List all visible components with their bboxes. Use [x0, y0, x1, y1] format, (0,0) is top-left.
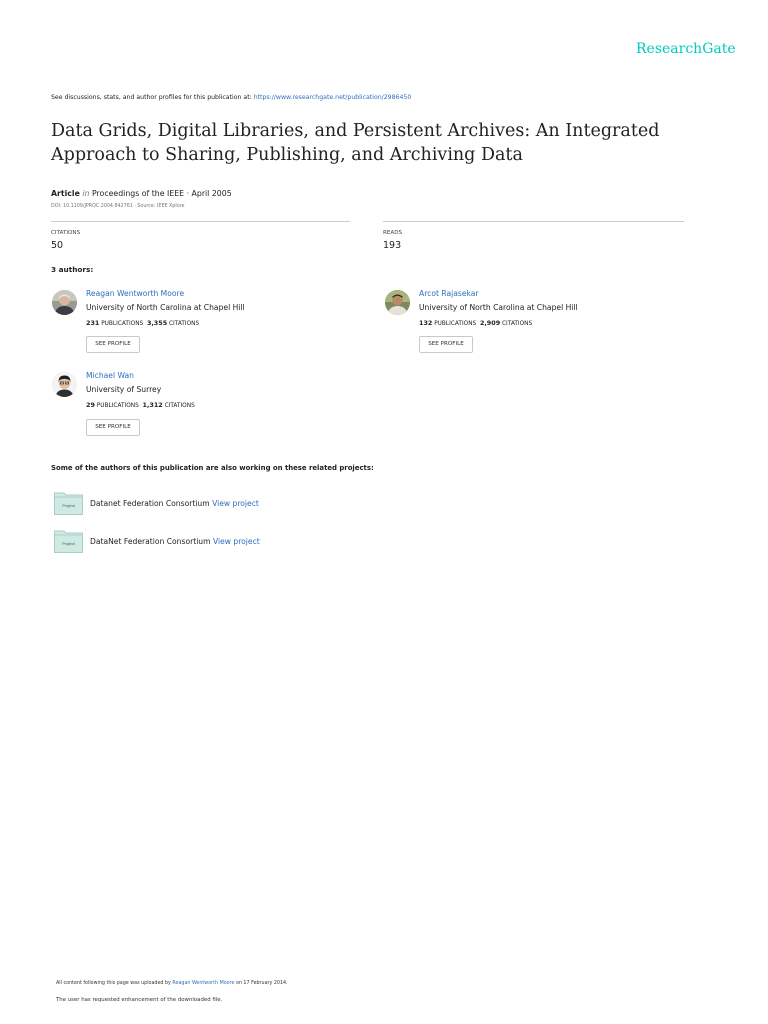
author-photo-icon — [52, 290, 77, 315]
article-type: Article — [51, 189, 80, 198]
author-stats — [86, 401, 195, 409]
view-project-link[interactable]: View project — [212, 537, 260, 546]
avatar[interactable] — [385, 290, 410, 315]
in-label: in — [82, 189, 90, 198]
upload-suffix: on 17 February 2014. — [235, 981, 288, 986]
author-name-link[interactable]: Arcot Rajasekar — [419, 289, 479, 298]
upload-note — [56, 981, 288, 986]
citations-label: CITATIONS — [51, 230, 81, 236]
project-name: Datanet Federation Consortium — [90, 499, 210, 508]
citations-label: CITATIONS — [164, 403, 195, 409]
project-name: DataNet Federation Consortium — [90, 537, 211, 546]
citations-count: 1,312 — [142, 401, 163, 409]
discussion-text: See discussions, stats, and author profiles for this publication at: — [51, 94, 252, 101]
publications-label: PUBLICATIONS — [434, 321, 477, 327]
upload-prefix: All content following this page was uploaded by — [56, 981, 171, 986]
citations-label: CITATIONS — [502, 321, 533, 327]
publication-meta — [51, 189, 232, 198]
divider-left — [51, 221, 350, 222]
uploader-link[interactable]: Reagan Wentworth Moore — [172, 981, 235, 986]
project-folder-icon[interactable] — [54, 491, 83, 515]
avatar[interactable] — [52, 290, 77, 315]
reads-count: 193 — [383, 240, 402, 251]
citations-label: CITATIONS — [169, 321, 200, 327]
author-stats — [419, 319, 532, 327]
researchgate-logo[interactable]: ResearchGate — [636, 41, 736, 57]
project-icon-label: Project — [62, 503, 75, 508]
related-projects-heading: Some of the authors of this publication are also working on these related projects: — [51, 464, 374, 472]
authors-heading: 3 authors: — [51, 265, 94, 274]
project-folder-icon[interactable] — [54, 529, 83, 553]
author-institution: University of North Carolina at Chapel Hill — [419, 303, 578, 312]
citations-count: 2,909 — [479, 319, 501, 327]
project-item — [90, 499, 259, 508]
reads-label: READS — [383, 230, 403, 236]
avatar[interactable] — [52, 372, 77, 397]
publications-count: 231 — [86, 319, 100, 327]
view-project-link[interactable]: View project — [212, 499, 259, 508]
publication-url-link[interactable]: https://www.researchgate.net/publication/2986450 — [253, 94, 412, 101]
author-name-link[interactable]: Michael Wan — [86, 371, 134, 380]
citations-count: 50 — [51, 240, 64, 251]
discussion-line — [51, 94, 411, 101]
author-institution: University of North Carolina at Chapel Hill — [86, 303, 245, 312]
author-photo-icon — [52, 372, 77, 397]
see-profile-button[interactable]: SEE PROFILE — [86, 419, 140, 436]
venue: Proceedings of the IEEE · April 2005 — [91, 189, 232, 198]
publications-label: PUBLICATIONS — [96, 403, 139, 409]
citations-count: 3,355 — [146, 319, 168, 327]
publications-count: 29 — [86, 401, 95, 409]
see-profile-button[interactable]: SEE PROFILE — [86, 336, 140, 353]
author-photo-icon — [385, 290, 410, 315]
project-item — [90, 537, 260, 546]
publications-label: PUBLICATIONS — [101, 321, 144, 327]
publications-count: 132 — [419, 319, 433, 327]
author-institution: University of Surrey — [86, 385, 162, 394]
publication-title: Data Grids, Digital Libraries, and Persistent Archives: An Integrated Approach to Sharing, Publishing, and Archiving Data — [51, 121, 660, 165]
enhancement-note: The user has requested enhancement of the downloaded file. — [56, 997, 223, 1003]
author-stats — [86, 319, 199, 327]
author-name-link[interactable]: Reagan Wentworth Moore — [86, 289, 185, 298]
project-icon-label: Project — [62, 541, 75, 546]
doi-line: DOI: 10.1109/JPROC.2004.842761 · Source: IEEE Xplore — [51, 204, 185, 209]
see-profile-button[interactable]: SEE PROFILE — [419, 336, 473, 353]
divider-right — [383, 221, 684, 222]
